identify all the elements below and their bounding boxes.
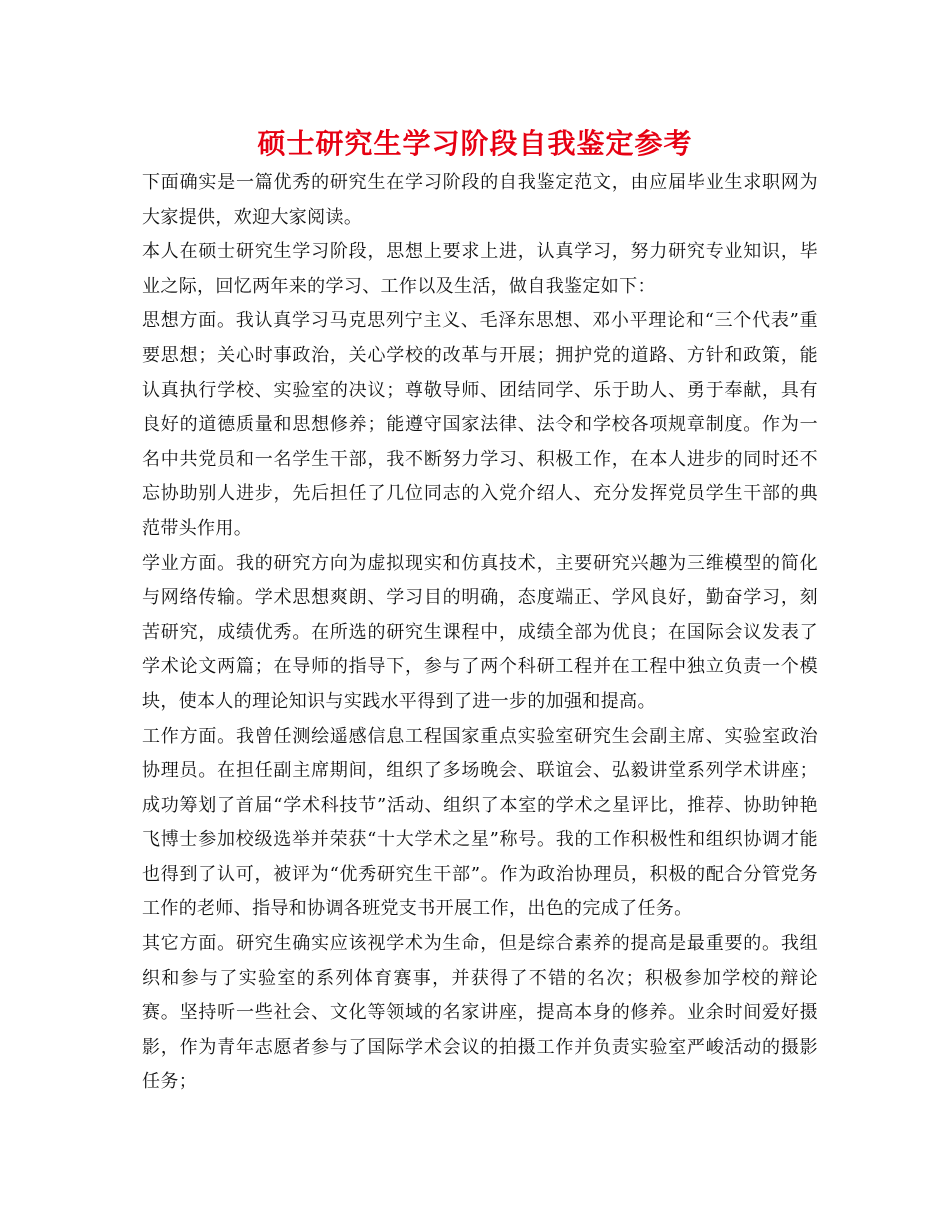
paragraph-intro: 下面确实是一篇优秀的研究生在学习阶段的自我鉴定范文，由应届毕业生求职网为大家提供，欢迎大家阅读。 (142, 172, 818, 228)
paragraph-other: 其它方面。研究生确实应该视学术为生命，但是综合素养的提高是最重要的。我组织和参与了实验室的系列体育赛事，并获得了不错的名次；积极参加学校的辩论赛。坚持听一些社会、文化等领域的名家讲座，提高本身的修养。业余时间爱好摄影，作为青年志愿者参与了国际学术会议的拍摄工作并负责实验室严峻活动的摄影任务； (142, 933, 818, 1093)
document-body (142, 166, 818, 1100)
paragraph-opening: 本人在硕士研究生学习阶段，思想上要求上进，认真学习，努力研究专业知识，毕业之际，回忆两年来的学习、工作以及生活，做自我鉴定如下： (142, 241, 818, 297)
paragraph-academics: 学业方面。我的研究方向为虚拟现实和仿真技术，主要研究兴趣为三维模型的简化与网络传输。学术思想爽朗、学习目的明确，态度端正、学风良好，勤奋学习，刻苦研究，成绩优秀。在所选的研究生课程中，成绩全部为优良；在国际会议发表了学术论文两篇；在导师的指导下，参与了两个科研工程并在工程中独立负责一个模块，使本人的理论知识与实践水平得到了进一步的加强和提高。 (142, 552, 818, 712)
paragraph-ideology: 思想方面。我认真学习马克思列宁主义、毛泽东思想、邓小平理论和“三个代表”重要思想；关心时事政治，关心学校的改革与开展；拥护党的道路、方针和政策，能认真执行学校、实验室的决议；尊敬导师、团结同学、乐于助人、勇于奉献，具有良好的道德质量和思想修养；能遵守国家法律、法令和学校各项规章制度。作为一名中共党员和一名学生干部，我不断努力学习、积极工作，在本人进步的同时还不忘协助别人进步，先后担任了几位同志的入党介绍人、充分发挥党员学生干部的典范带头作用。 (142, 310, 818, 539)
document-title: 硕士研究生学习阶段自我鉴定参考 (257, 127, 693, 160)
paragraph-work: 工作方面。我曾任测绘遥感信息工程国家重点实验室研究生会副主席、实验室政治协理员。在担任副主席期间，组织了多场晚会、联谊会、弘毅讲堂系列学术讲座；成功筹划了首届“学术科技节”活动、组织了本室的学术之星评比，推荐、协助钟艳飞博士参加校级选举并荣获“十大学术之星”称号。我的工作积极性和组织协调才能也得到了认可，被评为“优秀研究生干部”。作为政治协理员，积极的配合分管党务工作的老师、指导和协调各班党支书开展工作，出色的完成了任务。 (142, 725, 818, 920)
